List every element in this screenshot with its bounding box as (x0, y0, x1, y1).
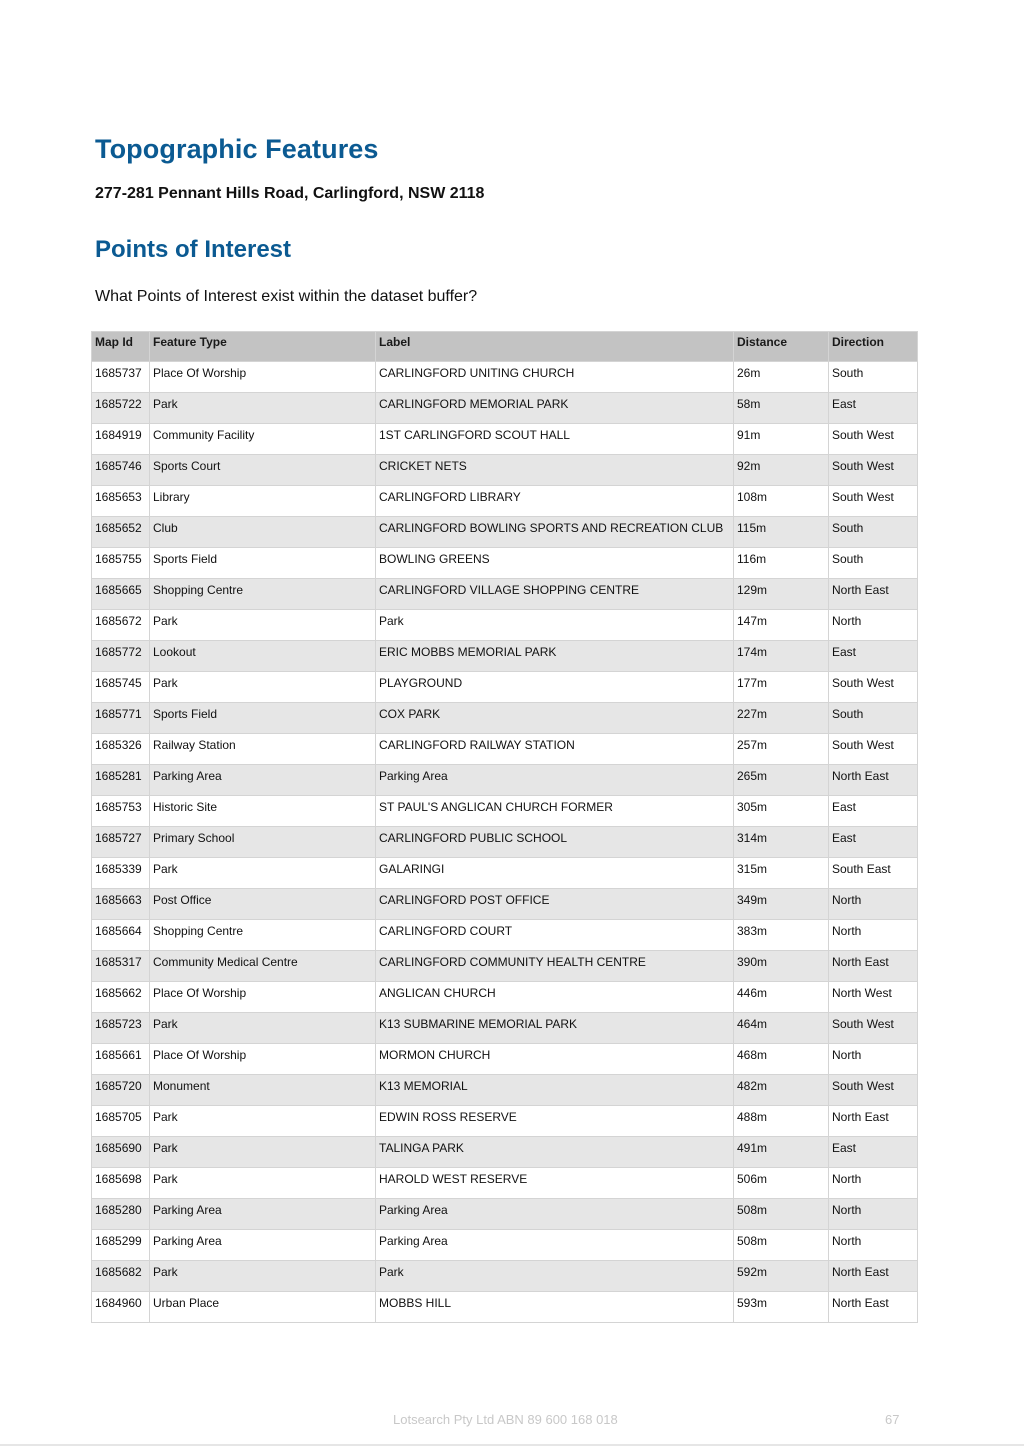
table-row (92, 424, 918, 455)
cell-distance: 91m (734, 424, 829, 455)
cell-distance: 508m (734, 1230, 829, 1261)
cell-distance: 227m (734, 703, 829, 734)
cell-map-id: 1685746 (92, 455, 150, 486)
cell-distance: 92m (734, 455, 829, 486)
cell-distance: 147m (734, 610, 829, 641)
table-row (92, 734, 918, 765)
table-row (92, 517, 918, 548)
cell-direction: North (829, 610, 918, 641)
cell-label: ANGLICAN CHURCH (376, 982, 734, 1013)
cell-distance: 491m (734, 1137, 829, 1168)
table-row (92, 1292, 918, 1323)
cell-feature-type: Place Of Worship (150, 362, 376, 393)
cell-distance: 108m (734, 486, 829, 517)
cell-direction: North East (829, 1261, 918, 1292)
cell-direction: South West (829, 455, 918, 486)
table-row (92, 1261, 918, 1292)
cell-label: CARLINGFORD LIBRARY (376, 486, 734, 517)
cell-distance: 177m (734, 672, 829, 703)
site-address: 277-281 Pennant Hills Road, Carlingford, NSW 2118 (95, 185, 485, 202)
cell-feature-type: Park (150, 1013, 376, 1044)
table-row (92, 1013, 918, 1044)
cell-distance: 115m (734, 517, 829, 548)
cell-feature-type: Parking Area (150, 765, 376, 796)
page-footer (0, 1412, 1024, 1428)
cell-label: K13 MEMORIAL (376, 1075, 734, 1106)
cell-direction: South West (829, 424, 918, 455)
cell-feature-type: Park (150, 393, 376, 424)
cell-direction: North East (829, 765, 918, 796)
table-header-row (92, 332, 918, 362)
cell-direction: South West (829, 1013, 918, 1044)
cell-map-id: 1685723 (92, 1013, 150, 1044)
cell-direction: South West (829, 734, 918, 765)
cell-direction: South (829, 362, 918, 393)
cell-map-id: 1685682 (92, 1261, 150, 1292)
cell-direction: North (829, 1168, 918, 1199)
cell-distance: 265m (734, 765, 829, 796)
footer-page-number: 67 (885, 1412, 900, 1427)
table-row (92, 455, 918, 486)
cell-label: CARLINGFORD COURT (376, 920, 734, 951)
table-row (92, 827, 918, 858)
cell-distance: 468m (734, 1044, 829, 1075)
cell-feature-type: Primary School (150, 827, 376, 858)
cell-label: EDWIN ROSS RESERVE (376, 1106, 734, 1137)
cell-feature-type: Parking Area (150, 1199, 376, 1230)
cell-feature-type: Park (150, 610, 376, 641)
section-question: What Points of Interest exist within the dataset buffer? (95, 288, 478, 305)
cell-map-id: 1685661 (92, 1044, 150, 1075)
section-title: Points of Interest (95, 236, 292, 263)
cell-distance: 593m (734, 1292, 829, 1323)
table-row (92, 393, 918, 424)
footer-company: Lotsearch Pty Ltd ABN 89 600 168 018 (393, 1412, 618, 1427)
cell-map-id: 1685665 (92, 579, 150, 610)
cell-feature-type: Sports Field (150, 548, 376, 579)
cell-label: Park (376, 1261, 734, 1292)
cell-direction: South East (829, 858, 918, 889)
cell-direction: East (829, 1137, 918, 1168)
cell-map-id: 1685653 (92, 486, 150, 517)
cell-direction: East (829, 796, 918, 827)
cell-distance: 592m (734, 1261, 829, 1292)
cell-distance: 506m (734, 1168, 829, 1199)
cell-distance: 488m (734, 1106, 829, 1137)
page-edge-divider (0, 1444, 1024, 1446)
cell-direction: East (829, 393, 918, 424)
cell-map-id: 1685339 (92, 858, 150, 889)
table-row (92, 610, 918, 641)
cell-feature-type: Sports Court (150, 455, 376, 486)
cell-feature-type: Park (150, 1137, 376, 1168)
cell-feature-type: Park (150, 1168, 376, 1199)
table-row (92, 672, 918, 703)
table-row (92, 1168, 918, 1199)
table-row (92, 1106, 918, 1137)
table-row (92, 1230, 918, 1261)
cell-map-id: 1685737 (92, 362, 150, 393)
cell-label: ST PAUL'S ANGLICAN CHURCH FORMER (376, 796, 734, 827)
cell-map-id: 1685727 (92, 827, 150, 858)
cell-label: CARLINGFORD POST OFFICE (376, 889, 734, 920)
cell-distance: 174m (734, 641, 829, 672)
cell-feature-type: Post Office (150, 889, 376, 920)
cell-map-id: 1685652 (92, 517, 150, 548)
cell-direction: North East (829, 951, 918, 982)
cell-direction: North (829, 1230, 918, 1261)
cell-label: TALINGA PARK (376, 1137, 734, 1168)
cell-map-id: 1685281 (92, 765, 150, 796)
table-row (92, 765, 918, 796)
cell-map-id: 1685299 (92, 1230, 150, 1261)
cell-direction: North (829, 1199, 918, 1230)
table-row (92, 920, 918, 951)
cell-distance: 508m (734, 1199, 829, 1230)
cell-direction: South (829, 703, 918, 734)
table-row (92, 486, 918, 517)
table-row (92, 1075, 918, 1106)
cell-map-id: 1685663 (92, 889, 150, 920)
cell-map-id: 1685317 (92, 951, 150, 982)
table-row (92, 951, 918, 982)
cell-map-id: 1685720 (92, 1075, 150, 1106)
cell-map-id: 1685672 (92, 610, 150, 641)
column-header-distance: Distance (734, 332, 829, 362)
cell-direction: South (829, 548, 918, 579)
cell-feature-type: Community Facility (150, 424, 376, 455)
cell-map-id: 1685698 (92, 1168, 150, 1199)
cell-distance: 129m (734, 579, 829, 610)
cell-feature-type: Lookout (150, 641, 376, 672)
cell-direction: North (829, 1044, 918, 1075)
table-row (92, 548, 918, 579)
cell-label: BOWLING GREENS (376, 548, 734, 579)
cell-feature-type: Club (150, 517, 376, 548)
cell-map-id: 1685771 (92, 703, 150, 734)
cell-label: CARLINGFORD PUBLIC SCHOOL (376, 827, 734, 858)
cell-feature-type: Urban Place (150, 1292, 376, 1323)
cell-direction: East (829, 641, 918, 672)
cell-map-id: 1685722 (92, 393, 150, 424)
cell-direction: South (829, 517, 918, 548)
table-row (92, 1137, 918, 1168)
cell-label: Parking Area (376, 1230, 734, 1261)
cell-label: K13 SUBMARINE MEMORIAL PARK (376, 1013, 734, 1044)
cell-label: MOBBS HILL (376, 1292, 734, 1323)
cell-label: CARLINGFORD MEMORIAL PARK (376, 393, 734, 424)
cell-feature-type: Park (150, 1106, 376, 1137)
column-header-feature-type: Feature Type (150, 332, 376, 362)
points-of-interest-table (91, 331, 918, 1323)
cell-feature-type: Place Of Worship (150, 982, 376, 1013)
cell-feature-type: Historic Site (150, 796, 376, 827)
cell-label: 1ST CARLINGFORD SCOUT HALL (376, 424, 734, 455)
cell-label: Parking Area (376, 1199, 734, 1230)
cell-distance: 349m (734, 889, 829, 920)
cell-direction: North (829, 889, 918, 920)
cell-map-id: 1685705 (92, 1106, 150, 1137)
cell-label: HAROLD WEST RESERVE (376, 1168, 734, 1199)
page-title: Topographic Features (95, 134, 379, 164)
cell-direction: North (829, 920, 918, 951)
cell-direction: North East (829, 1292, 918, 1323)
column-header-label: Label (376, 332, 734, 362)
table-body (92, 362, 918, 1323)
table-row (92, 641, 918, 672)
cell-label: CARLINGFORD BOWLING SPORTS AND RECREATION CLUB (376, 517, 734, 548)
cell-distance: 58m (734, 393, 829, 424)
cell-feature-type: Place Of Worship (150, 1044, 376, 1075)
cell-map-id: 1685326 (92, 734, 150, 765)
table-row (92, 889, 918, 920)
cell-distance: 446m (734, 982, 829, 1013)
table-row (92, 1199, 918, 1230)
cell-distance: 383m (734, 920, 829, 951)
cell-feature-type: Shopping Centre (150, 920, 376, 951)
cell-label: ERIC MOBBS MEMORIAL PARK (376, 641, 734, 672)
cell-feature-type: Sports Field (150, 703, 376, 734)
cell-label: COX PARK (376, 703, 734, 734)
cell-label: MORMON CHURCH (376, 1044, 734, 1075)
cell-feature-type: Library (150, 486, 376, 517)
cell-map-id: 1685280 (92, 1199, 150, 1230)
cell-distance: 315m (734, 858, 829, 889)
cell-label: CRICKET NETS (376, 455, 734, 486)
cell-distance: 257m (734, 734, 829, 765)
cell-feature-type: Railway Station (150, 734, 376, 765)
cell-distance: 305m (734, 796, 829, 827)
cell-map-id: 1684960 (92, 1292, 150, 1323)
cell-label: PLAYGROUND (376, 672, 734, 703)
table-row (92, 703, 918, 734)
table-row (92, 362, 918, 393)
cell-label: CARLINGFORD RAILWAY STATION (376, 734, 734, 765)
cell-feature-type: Park (150, 1261, 376, 1292)
cell-distance: 26m (734, 362, 829, 393)
column-header-direction: Direction (829, 332, 918, 362)
cell-feature-type: Monument (150, 1075, 376, 1106)
cell-feature-type: Park (150, 858, 376, 889)
cell-label: Park (376, 610, 734, 641)
cell-label: CARLINGFORD UNITING CHURCH (376, 362, 734, 393)
cell-map-id: 1685662 (92, 982, 150, 1013)
cell-map-id: 1684919 (92, 424, 150, 455)
column-header-map-id: Map Id (92, 332, 150, 362)
cell-map-id: 1685753 (92, 796, 150, 827)
cell-direction: South West (829, 672, 918, 703)
table-row (92, 796, 918, 827)
cell-distance: 314m (734, 827, 829, 858)
cell-distance: 116m (734, 548, 829, 579)
cell-feature-type: Parking Area (150, 1230, 376, 1261)
cell-map-id: 1685664 (92, 920, 150, 951)
cell-feature-type: Community Medical Centre (150, 951, 376, 982)
cell-direction: North West (829, 982, 918, 1013)
cell-direction: North East (829, 579, 918, 610)
cell-label: CARLINGFORD COMMUNITY HEALTH CENTRE (376, 951, 734, 982)
table-row (92, 579, 918, 610)
table-row (92, 1044, 918, 1075)
cell-map-id: 1685745 (92, 672, 150, 703)
cell-label: GALARINGI (376, 858, 734, 889)
cell-distance: 482m (734, 1075, 829, 1106)
table-row (92, 982, 918, 1013)
cell-direction: South West (829, 486, 918, 517)
table-row (92, 858, 918, 889)
cell-feature-type: Shopping Centre (150, 579, 376, 610)
cell-distance: 390m (734, 951, 829, 982)
cell-distance: 464m (734, 1013, 829, 1044)
cell-label: CARLINGFORD VILLAGE SHOPPING CENTRE (376, 579, 734, 610)
cell-direction: South West (829, 1075, 918, 1106)
cell-feature-type: Park (150, 672, 376, 703)
cell-label: Parking Area (376, 765, 734, 796)
cell-map-id: 1685772 (92, 641, 150, 672)
cell-map-id: 1685690 (92, 1137, 150, 1168)
cell-map-id: 1685755 (92, 548, 150, 579)
cell-direction: North East (829, 1106, 918, 1137)
cell-direction: East (829, 827, 918, 858)
